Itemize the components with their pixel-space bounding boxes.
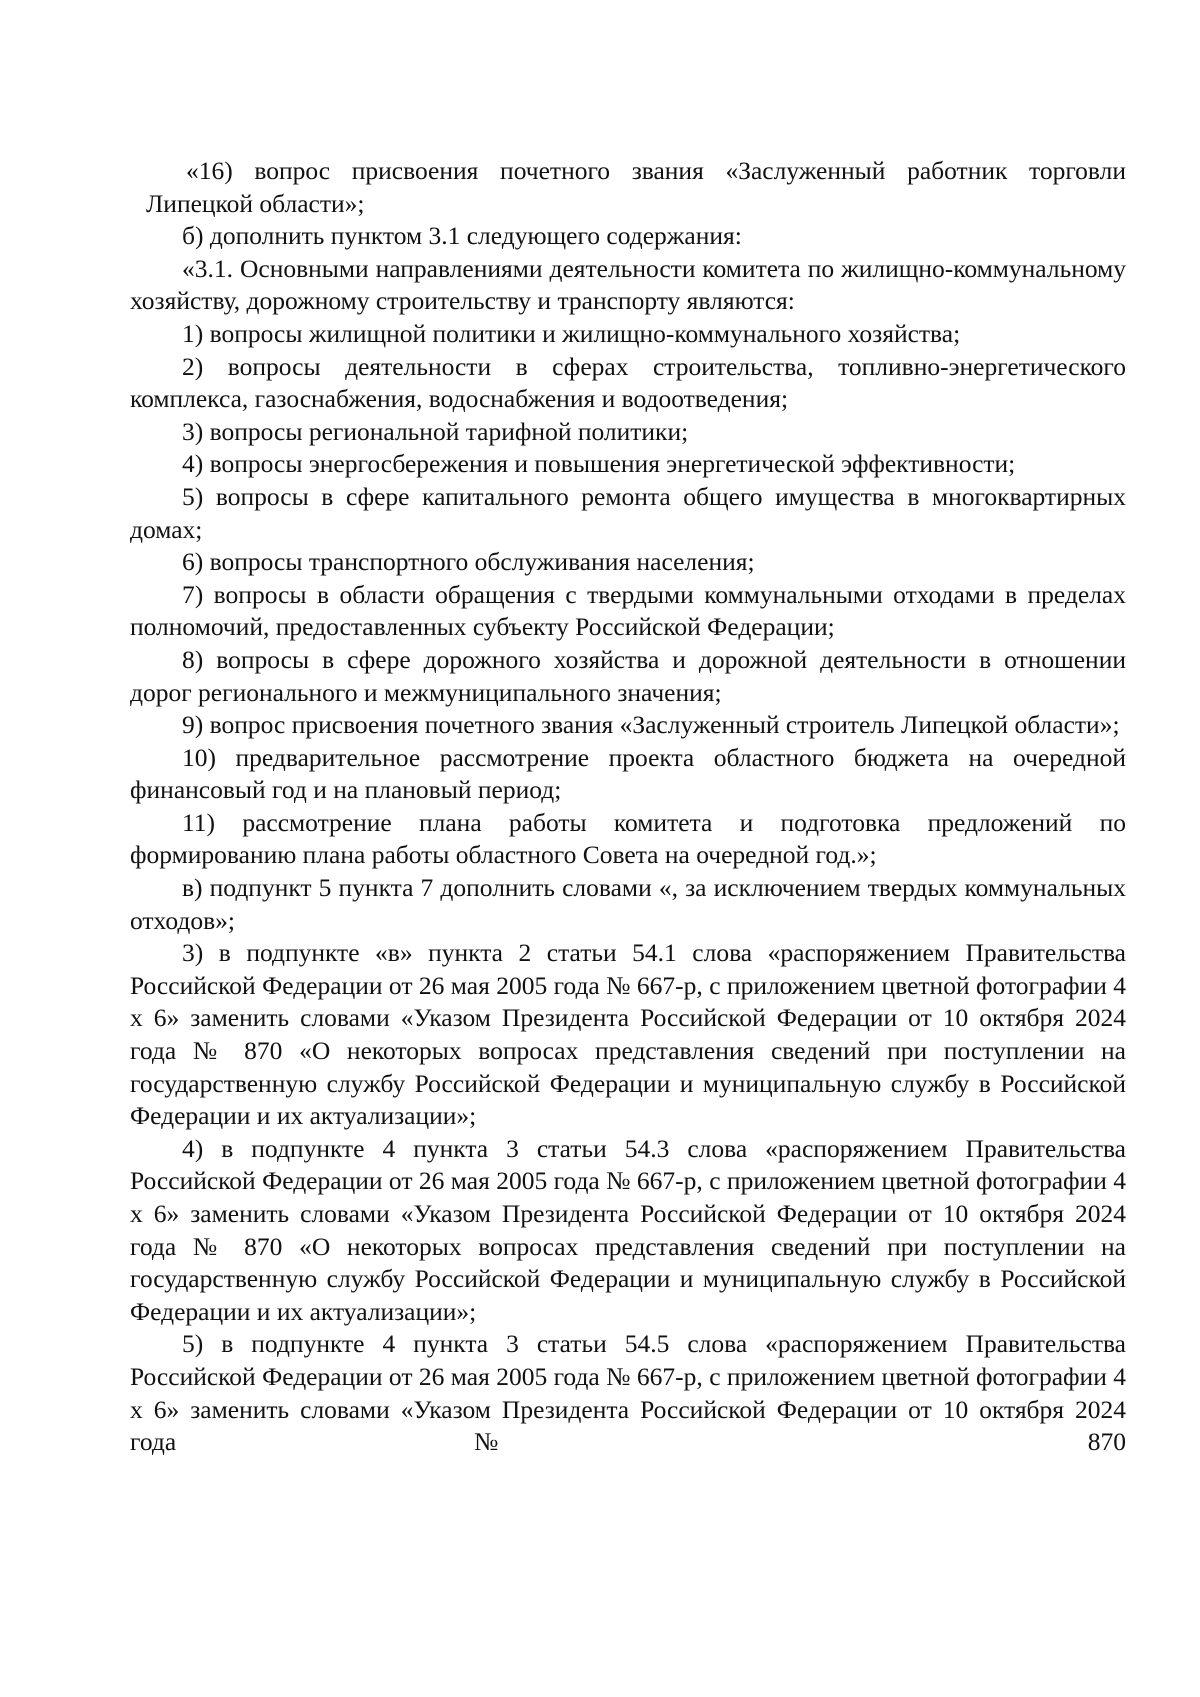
- paragraph-item-4: 4) вопросы энергосбережения и повышения энергетической эффективности;: [182, 449, 1016, 479]
- paragraph-subitem-v: в) подпункт 5 пункта 7 дополнить словами «, за исключением твердых коммунальных отходов»;: [130, 873, 1126, 935]
- paragraph-amendment-5: 5) в подпункте 4 пункта 3 статьи 54.5 слова «распоряжением Правительства Российской Федерации от 26 мая 2005 года № 667-р, с приложением цветной фотографии 4 х 6» заменить словами «Указом Президента Российской Федерации от 10 октября 2024 года № 870: [130, 1329, 1126, 1457]
- paragraph-item-11: 11) рассмотрение плана работы комитета и подготовка предложений по формированию плана работы областного Совета на очередной год.»;: [130, 807, 1126, 870]
- paragraph-amendment-3: 3) в подпункте «в» пункта 2 статьи 54.1 слова «распоряжением Правительства Российской Федерации от 26 мая 2005 года № 667-р, с приложением цветной фотографии 4 х 6» заменить словами «Указом Президента Российской Федерации от 10 октября 2024 года № 870 «О некоторых вопросах представления сведений при поступлении на государственную службу Российской Федерации и муниципальную службу в Российской Федерации и их актуализации»;: [130, 938, 1126, 1131]
- paragraph-item-5: 5) вопросы в сфере капитального ремонта общего имущества в многоквартирных домах;: [130, 481, 1126, 544]
- paragraph-subitem-b: б) дополнить пунктом 3.1 следующего содержания:: [182, 221, 742, 251]
- paragraph-item-6: 6) вопросы транспортного обслуживания населения;: [182, 547, 755, 577]
- paragraph-item-9: 9) вопрос присвоения почетного звания «Заслуженный строитель Липецкой области»;: [182, 710, 1120, 740]
- paragraph-item-3: 3) вопросы региональной тарифной политики;: [182, 416, 689, 446]
- paragraph-section-3-1: «3.1. Основными направлениями деятельности комитета по жилищно-коммунальному хозяйству, дорожному строительству и транспорту являются:: [130, 253, 1126, 316]
- paragraph-item-7: 7) вопросы в области обращения с твердыми коммунальными отходами в пределах полномочий, предоставленных субъекту Российской Федерации;: [130, 579, 1126, 642]
- paragraph-item-8: 8) вопросы в сфере дорожного хозяйства и дорожной деятельности в отношении дорог регионального и межмуниципального значения;: [130, 644, 1126, 707]
- paragraph-item-16: «16) вопрос присвоения почетного звания «Заслуженный работник торговли Липецкой области»;: [146, 156, 1126, 218]
- paragraph-item-2: 2) вопросы деятельности в сферах строительства, топливно-энергетического комплекса, газоснабжения, водоснабжения и водоотведения;: [130, 351, 1126, 414]
- document-body: [130, 155, 1126, 1459]
- paragraph-item-10: 10) предварительное рассмотрение проекта областного бюджета на очередной финансовый год и на плановый период;: [130, 742, 1126, 805]
- paragraph-item-1: 1) вопросы жилищной политики и жилищно-коммунального хозяйства;: [182, 318, 961, 348]
- paragraph-amendment-4: 4) в подпункте 4 пункта 3 статьи 54.3 слова «распоряжением Правительства Российской Федерации от 26 мая 2005 года № 667-р, с приложением цветной фотографии 4 х 6» заменить словами «Указом Президента Российской Федерации от 10 октября 2024 года № 870 «О некоторых вопросах представления сведений при поступлении на государственную службу Российской Федерации и муниципальную службу в Российской Федерации и их актуализации»;: [130, 1133, 1126, 1326]
